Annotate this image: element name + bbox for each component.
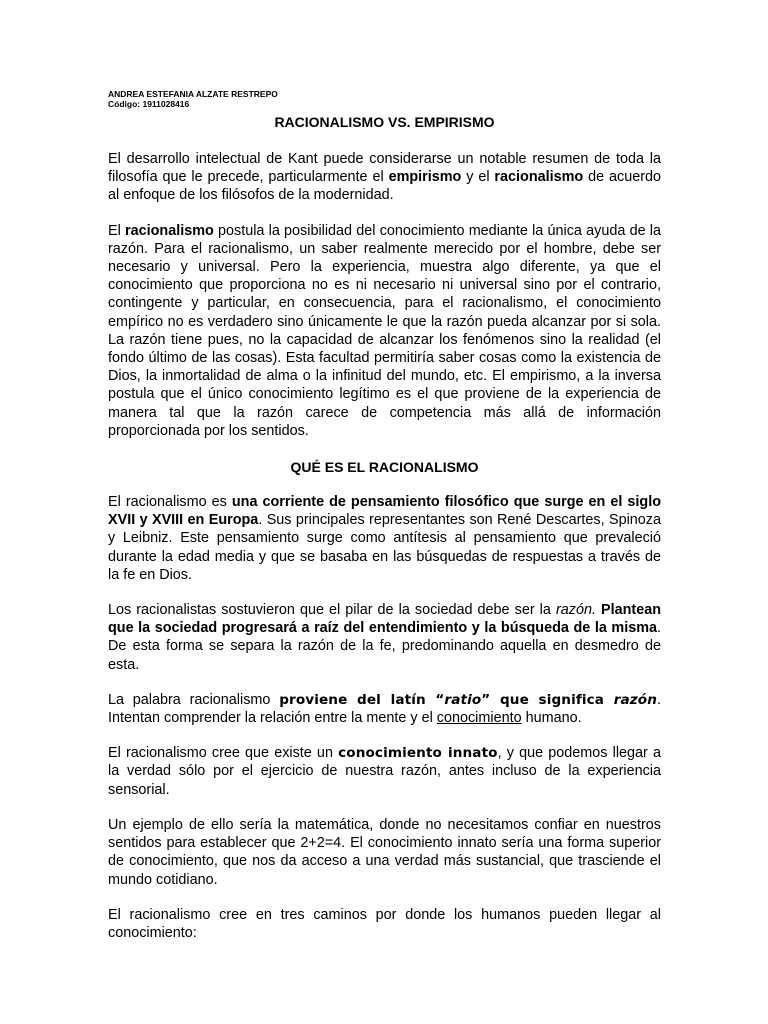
bold-text: proviene del latín “ <box>279 691 445 708</box>
bold-text: racionalismo <box>125 222 214 239</box>
italic-text: razón. <box>555 602 596 619</box>
text: humano. <box>521 710 582 727</box>
text: El desarrollo intelectual de Kant puede considerarse un notable resumen de toda la filosofía que le precede, particularmente el <box>108 151 661 186</box>
bold-text: conocimiento innato <box>338 745 498 762</box>
paragraph-innate-knowledge <box>108 744 661 799</box>
text: . Sus principales representantes son René Descartes, Spinoza y Leibniz. Este pensamiento surge como antítesis al pensamiento que prevaleció durante la edad media y que se basaba en las búsquedas de respuestas a través de la fe en Dios. <box>108 512 661 583</box>
text: El racionalismo cree en tres caminos por donde los humanos pueden llegar al conocimiento: <box>108 906 661 941</box>
paragraph-three-paths <box>108 906 661 942</box>
bold-text: ” que significa <box>481 691 614 708</box>
text: Un ejemplo de ello sería la matemática, donde no necesitamos confiar en nuestros sentidos para establecer que 2+2=4. El conocimiento innato sería una forma superior de conocimiento, que nos da acceso a una verdad más sustancial, que trasciende el mundo cotidiano. <box>108 816 661 888</box>
bold-text: una corriente de pensamiento filosófico que surge en el siglo XVII y XVIII en Europa <box>108 494 661 529</box>
paragraph-racionalismo <box>108 222 661 440</box>
paragraph-etymology <box>108 691 661 727</box>
paragraph-math-example <box>108 816 661 889</box>
bold-text: Plantean que la sociedad progresará a raíz del entendimiento y la búsqueda de la misma <box>108 602 661 637</box>
bold-text: empirismo <box>388 169 462 186</box>
paragraph-intro <box>108 150 661 205</box>
author-name: ANDREA ESTEFANIA ALZATE RESTREPO <box>108 89 278 99</box>
text: El racionalismo es <box>108 494 232 511</box>
text: Los racionalistas sostuvieron que el pilar de la sociedad debe ser la <box>108 602 556 619</box>
section-heading: QUÉ ES EL RACIONALISMO <box>290 459 479 476</box>
student-code: Código: 1911028416 <box>108 99 190 109</box>
paragraph-society <box>108 601 661 674</box>
text: , y que podemos llegar a la verdad sólo por el ejercicio de nuestra razón, antes incluso de la experiencia sensorial. <box>108 745 661 798</box>
paragraph-definition <box>108 493 661 584</box>
text: La palabra racionalismo <box>108 691 280 708</box>
text: . De esta forma se separa la razón de la fe, predominando aquella en desmedro de esta. <box>108 620 661 673</box>
document-page <box>108 89 661 942</box>
text: . Intentan comprender la relación entre la mente y el <box>108 691 661 727</box>
bold-text: racionalismo <box>494 169 584 186</box>
document-title: RACIONALISMO VS. EMPIRISMO <box>274 114 495 130</box>
text: El <box>108 222 126 239</box>
text: de acuerdo al enfoque de los filósofos de la modernidad. <box>108 169 662 204</box>
text: El racionalismo cree que existe un <box>108 745 339 762</box>
text: y el <box>461 169 495 186</box>
underlined-link-text[interactable]: conocimiento <box>436 710 522 727</box>
bold-italic-text: ratio <box>444 691 482 708</box>
text: postula la posibilidad del conocimiento mediante la única ayuda de la razón. Para el racionalismo, un saber realmente merecido por el hombre, debe ser necesario y universal. Pero la experiencia, muestra algo diferente, ya que el conocimiento que proporciona no es ni necesario ni universal sino por el contrario, contingente y particular, en consecuencia, para el racionalismo, el conocimiento empírico no es verdadero sino únicamente le que la razón pueda alcanzar por si sola. La razón tiene pues, no la capacidad de alcanzar los fenómenos sino la realidad (el fondo último de las cosas). Esta facultad permitiría saber cosas como la existencia de Dios, la inmortalidad de alma o la infinitud del mundo, etc. El empirismo, a la inversa postula que el único conocimiento legítimo es el que proviene de la experiencia de manera tal que la razón carece de competencia más allá de información proporcionada por los sentidos. <box>108 222 661 439</box>
bold-italic-text: razón <box>613 691 657 708</box>
